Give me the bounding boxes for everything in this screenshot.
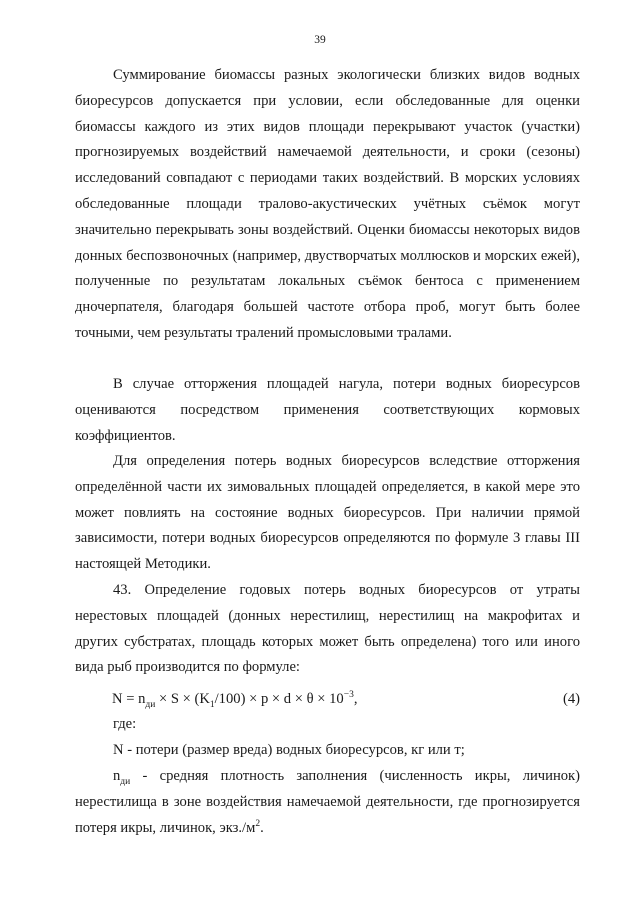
formula-rest: /100) × p × d × θ × 10 — [214, 691, 344, 707]
formula-lhs: N = n — [112, 691, 146, 707]
formula-4 — [112, 689, 580, 709]
definition-n-symbol: n — [113, 768, 121, 784]
formula-mid: × S × (K — [155, 691, 210, 707]
paragraph-feeding-areas: В случае отторжения площадей нагула, потери водных биоресурсов оцениваются посредством применения соответствующих кормовых коэффициентов. — [75, 376, 580, 444]
definition-n-di — [75, 764, 580, 841]
definition-unit-superscript: 2 — [255, 818, 261, 829]
formula-k-subscript: 1 — [209, 699, 215, 710]
definition-n-text: - средняя плотность заполнения (численность икры, личинок) нерестилища в зоне воздействия намечаемой деятельности, где прогнозируется потеря икры, личинок, экз./м — [75, 768, 580, 836]
page-number: 39 — [314, 34, 326, 46]
paragraph-wintering-areas: Для определения потерь водных биоресурсов вследствие отторжения определённой части их зимовальных площадей определяется, в какой мере это может повлиять на состояние водных биоресурсов. При наличии прямой зависимости, потери водных биоресурсов определяются по формуле 3 главы III настоящей Методики. — [75, 453, 580, 573]
definition-n-end: . — [260, 819, 264, 836]
formula-n-subscript: ди — [145, 699, 156, 710]
paragraph-item-43: 43. Определение годовых потерь водных биоресурсов от утраты нерестовых площадей (донных нерестилищ, нерестилищ на макрофитах и других субстратах, площадь которых может быть определена) того или иного вида рыб производится по формуле: — [75, 582, 580, 676]
definition-N: N - потери (размер вреда) водных биоресурсов, кг или т; — [113, 742, 465, 758]
where-label: где: — [113, 716, 137, 732]
formula-number: (4) — [562, 691, 580, 707]
paragraph-biomass-summation: Суммирование биомассы разных экологически близких видов водных биоресурсов допускается при условии, если обследованные для оценки биомассы каждого из этих видов площади перекрывают участок (участки) прогнозируемых воздействий намечаемой деятельности, и сроки (сезоны) исследований совпадают с периодами таких воздействий. В морских условиях обследованные площади тралово-акустических учётных съёмок могут значительно перекрывать зоны воздействий. Оценки биомассы некоторых видов донных беспозвоночных (например, двустворчатых моллюсков и морских ежей), полученные по результатам локальных съёмок бентоса с применением дночерпателя, благодаря большей частоте отбора проб, могут быть более точными, чем результаты тралений промысловыми тралами. — [75, 67, 580, 341]
formula-exponent: −3 — [343, 690, 354, 701]
formula-tail: , — [353, 691, 358, 707]
definition-n-subscript: ди — [120, 776, 131, 787]
